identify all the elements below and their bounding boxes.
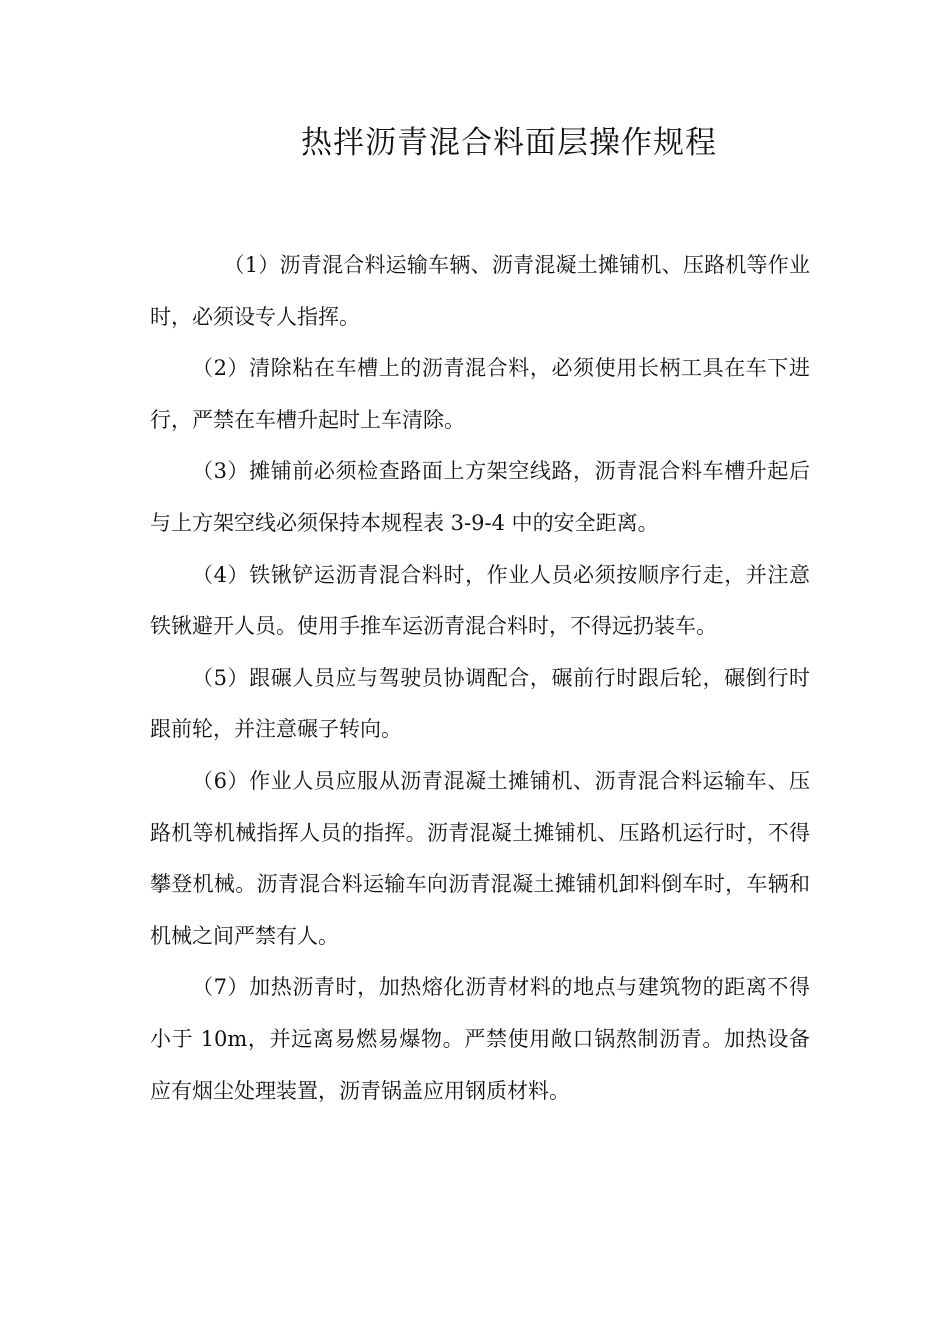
paragraph-3: （3）摊铺前必须检查路面上方架空线路，沥青混合料车槽升起后与上方架空线必须保持本规程表 3-9-4 中的安全距离。 (150, 459, 810, 535)
paragraph-4: （4）铁锹铲运沥青混合料时，作业人员必须按顺序行走，并注意铁锹避开人员。使用手推车运沥青混合料时，不得远扔装车。 (150, 562, 810, 639)
paragraph-7: （7）加热沥青时，加热熔化沥青材料的地点与建筑物的距离不得小于 10m，并远离易燃易爆物。严禁使用敞口锅熬制沥青。加热设备应有烟尘处理装置，沥青锅盖应用钢质材料。 (150, 975, 810, 1103)
paragraph-6: （6）作业人员应服从沥青混凝土摊铺机、沥青混合料运输车、压路机等机械指挥人员的指挥。沥青混凝土摊铺机、压路机运行时，不得攀登机械。沥青混合料运输车向沥青混凝土摊铺机卸料倒车时，车辆和机械之间严禁有人。 (150, 768, 810, 948)
paragraph-1: （1）沥青混合料运输车辆、沥青混凝土摊铺机、压路机等作业时，必须设专人指挥。 (150, 253, 810, 329)
paragraph-5: （5）跟碾人员应与驾驶员协调配合，碾前行时跟后轮，碾倒行时跟前轮，并注意碾子转向。 (150, 665, 810, 742)
paragraph-2: （2）清除粘在车槽上的沥青混合料，必须使用长柄工具在车下进行，严禁在车槽升起时上车清除。 (150, 356, 810, 432)
document-title: 热拌沥青混合料面层操作规程 (301, 125, 717, 161)
document-body (150, 240, 810, 1117)
